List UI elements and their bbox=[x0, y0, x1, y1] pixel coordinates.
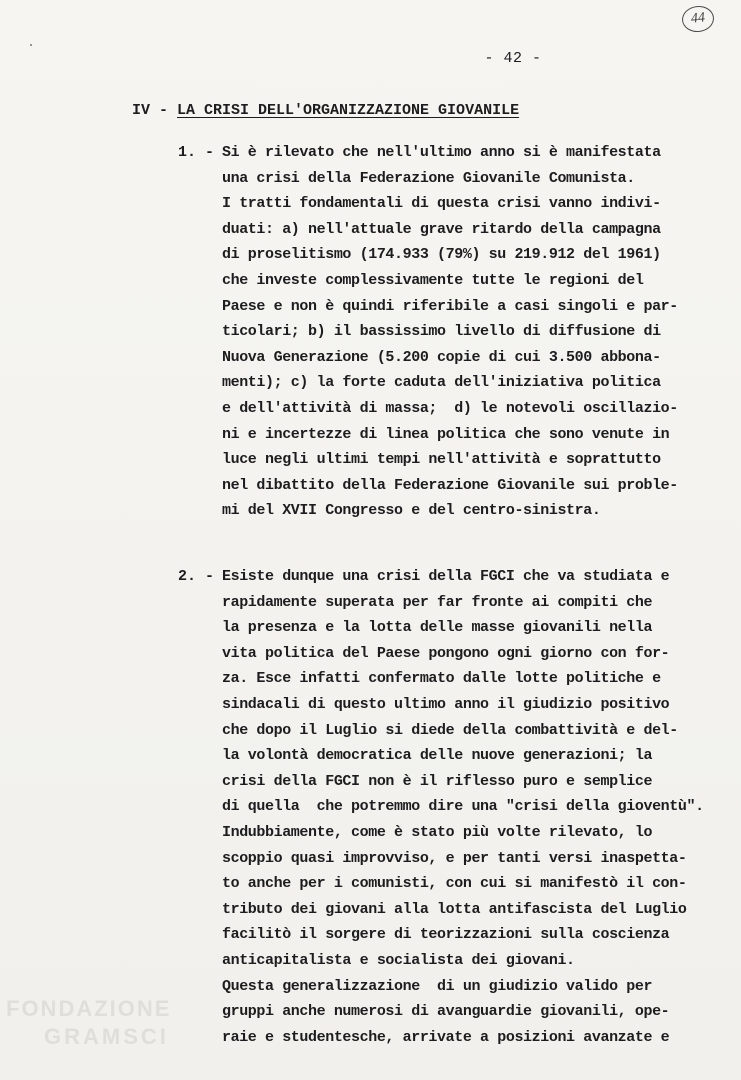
text-line: Nuova Generazione (5.200 copie di cui 3.500 abbona- bbox=[222, 348, 661, 366]
archive-page-stamp: 44 bbox=[681, 4, 716, 33]
paragraph-number-1: 1. - bbox=[178, 144, 215, 161]
section-heading bbox=[132, 102, 519, 119]
text-line: Questa generalizzazione di un giudizio valido per bbox=[222, 977, 653, 995]
text-line: Paese e non è quindi riferibile a casi singoli e par- bbox=[222, 297, 678, 315]
text-line: raie e studentesche, arrivate a posizioni avanzate e bbox=[222, 1028, 670, 1046]
text-line: facilitò il sorgere di teorizzazioni sulla coscienza bbox=[222, 926, 670, 944]
text-line: luce negli ultimi tempi nell'attività e soprattutto bbox=[222, 451, 661, 469]
text-line: la presenza e la lotta delle masse giovanili nella bbox=[222, 619, 653, 637]
text-line: to anche per i comunisti, con cui si manifestò il con- bbox=[222, 875, 687, 893]
text-line: gruppi anche numerosi di avanguardie giovanili, ope- bbox=[222, 1003, 670, 1021]
text-line: menti); c) la forte caduta dell'iniziativa politica bbox=[222, 374, 661, 392]
text-line: Si è rilevato che nell'ultimo anno si è manifestata bbox=[222, 144, 661, 161]
text-line: che dopo il Luglio si diede della combattività e del- bbox=[222, 721, 678, 739]
archive-watermark bbox=[6, 998, 206, 1048]
section-prefix: IV - bbox=[132, 102, 178, 119]
text-line: nel dibattito della Federazione Giovanile sui proble- bbox=[222, 476, 678, 494]
watermark-line-2: GRAMSCI bbox=[44, 1024, 169, 1049]
paragraph-1 bbox=[222, 140, 722, 524]
text-line: di quella che potremmo dire una "crisi della gioventù". bbox=[222, 798, 704, 816]
text-line: duati: a) nell'attuale grave ritardo della campagna bbox=[222, 220, 661, 238]
text-line: che investe complessivamente tutte le regioni del bbox=[222, 271, 644, 289]
text-line: tributo dei giovani alla lotta antifascista del Luglio bbox=[222, 900, 687, 918]
paragraph-number-2: 2. - bbox=[178, 568, 215, 585]
page-number: - 42 - bbox=[484, 50, 542, 67]
text-line: Indubbiamente, come è stato più volte rilevato, lo bbox=[222, 823, 653, 841]
text-line: una crisi della Federazione Giovanile Comunista. bbox=[222, 169, 635, 187]
section-title: LA CRISI DELL'ORGANIZZAZIONE GIOVANILE bbox=[177, 102, 520, 119]
text-line: mi del XVII Congresso e del centro-sinistra. bbox=[222, 502, 601, 520]
text-line: e dell'attività di massa; d) le notevoli oscillazio- bbox=[222, 399, 678, 417]
text-line: I tratti fondamentali di questa crisi vanno indivi- bbox=[222, 195, 661, 213]
text-line: rapidamente superata per far fronte ai compiti che bbox=[222, 593, 653, 611]
text-line: di proselitismo (174.933 (79%) su 219.912 del 1961) bbox=[222, 246, 661, 264]
text-line: vita politica del Paese pongono ogni giorno con for- bbox=[222, 644, 670, 662]
text-line: anticapitalista e socialista dei giovani. bbox=[222, 951, 575, 969]
text-line: ni e incertezze di linea politica che sono venute in bbox=[222, 425, 670, 443]
text-line: ticolari; b) il bassissimo livello di diffusione di bbox=[222, 323, 661, 341]
text-line: la volontà democratica delle nuove generazioni; la bbox=[222, 747, 653, 765]
text-line: Esiste dunque una crisi della FGCI che va studiata e bbox=[222, 568, 670, 585]
watermark-line-1: FONDAZIONE bbox=[6, 996, 172, 1021]
text-line: crisi della FGCI non è il riflesso puro e semplice bbox=[222, 772, 653, 790]
paragraph-2 bbox=[222, 564, 722, 1050]
paper-speck bbox=[30, 44, 32, 46]
text-line: sindacali di questo ultimo anno il giudizio positivo bbox=[222, 695, 670, 713]
text-line: za. Esce infatti confermato dalle lotte politiche e bbox=[222, 670, 661, 688]
text-line: scoppio quasi improvviso, e per tanti versi inaspetta- bbox=[222, 849, 687, 867]
